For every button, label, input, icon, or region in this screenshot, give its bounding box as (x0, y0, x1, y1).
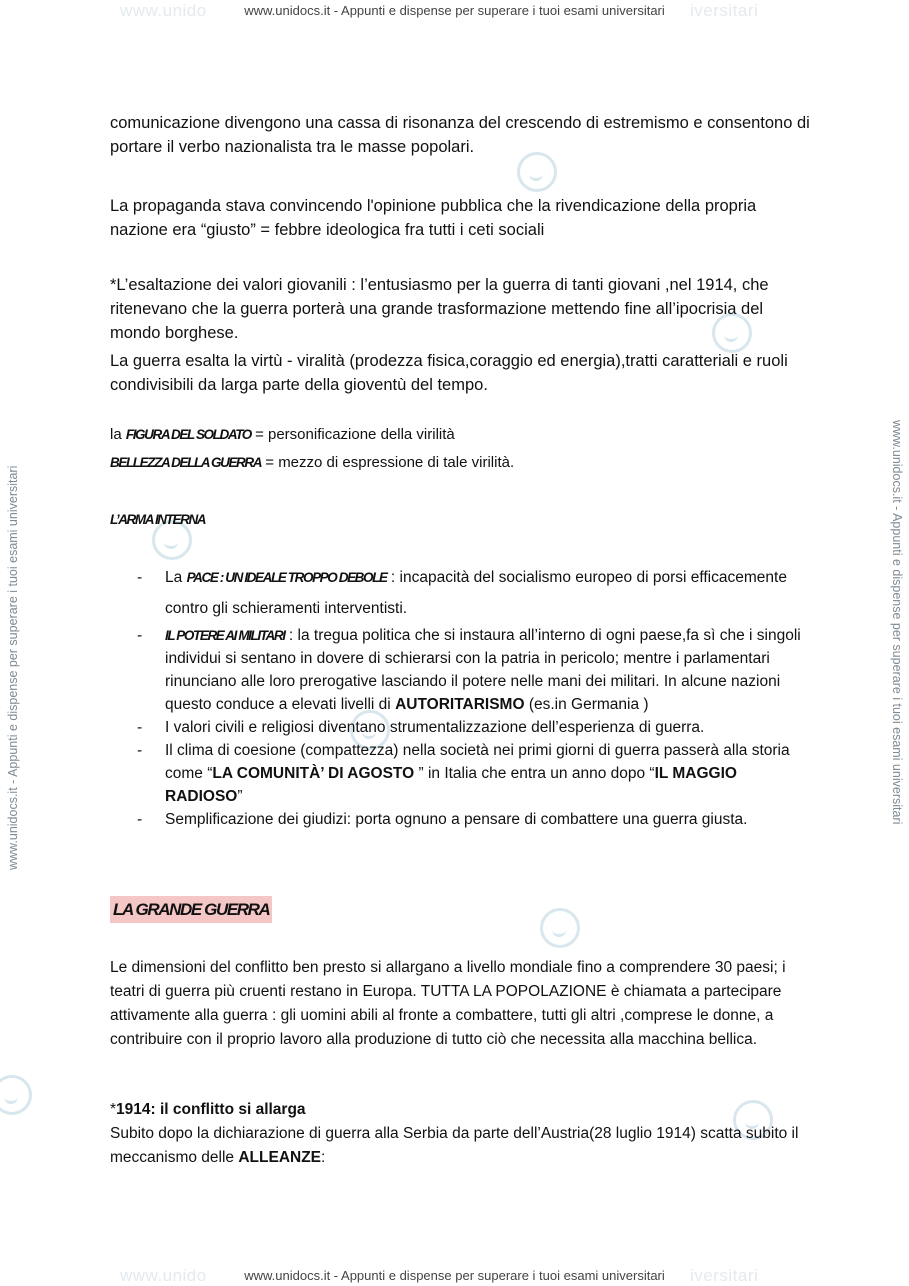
list-item-label: IL POTERE AI MILITARI (165, 628, 285, 643)
figure-soldier-label: FIGURA DEL SOLDATO (125, 427, 251, 442)
figure-soldier-line (110, 423, 810, 447)
beauty-war-line (110, 451, 810, 475)
paragraph-9-end: : (321, 1149, 326, 1166)
watermark-ghost-left-bottom: www.unido (120, 1266, 207, 1285)
list-item-text: Il clima di coesione (compattezza) nella società nei primi giorni di guerra passerà alla storia come “ (165, 742, 790, 782)
grande-guerra-banner: LA GRANDE GUERRA (110, 896, 272, 923)
list-item-text: Semplificazione dei giudizi: porta ognuno a pensare di combattere una guerra giusta. (165, 811, 748, 828)
list-item (137, 624, 817, 716)
list-item-text: ” in Italia che entra un anno dopo “ (414, 765, 655, 782)
figure-soldier-text: = personificazione della virilità (250, 426, 455, 443)
list-item-text-end: (es.in Germania ) (524, 696, 649, 713)
list-item-text: ” (237, 788, 243, 805)
paragraph-9-bold: ALLEANZE (238, 1149, 322, 1166)
paragraph-7: Le dimensioni del conflitto ben presto si allargano a livello mondiale fino a comprendere 30 paesi; i teatri di guerra più cruenti restano in Europa. TUTTA LA POPOLAZIONE è chiamata a partecipare attivamente alla guerra : gli uomini abili al fronte a combattere, tutti gli altri ,comprese le donne, a contribuire con il proprio lavoro alla produzione di tutto ciò che necessita alla macchina bellica. (110, 959, 786, 1048)
list-item-bold: AUTORITARISMO (395, 696, 525, 713)
beauty-war-label: BELLEZZA DELLA GUERRA (110, 455, 262, 470)
list-item-label: PACE : UN IDEALE TROPPO DEBOLE (186, 570, 387, 585)
list-item-text: I valori civili e religiosi diventano strumentalizzazione dell’esperienza di guerra. (165, 719, 705, 736)
watermark-logo-icon (0, 1075, 32, 1115)
watermark-ghost-right: iversitari (690, 1, 759, 20)
paragraph-3: *L’esaltazione dei valori giovanili : l’entusiasmo per la guerra di tanti giovani ,nel 1914, che ritenevano che la guerra porterà una grande trasformazione mettendo fine all’ipocrisia del mondo borghese. (110, 276, 769, 342)
list-item (137, 562, 817, 624)
beauty-war-text: = mezzo di espressione di tale virilità. (261, 454, 515, 471)
list-item-text: : la tregua politica che si instaura all’interno di ogni paese,fa sì che i singoli individui si sentano in dovere di schierarsi con la patria in pericolo; mentre i parlamentari rinunciano alle loro prerogative lasciando il potere nelle mani dei militari. In alcune nazioni questo conduce a elevati livelli di (165, 627, 801, 713)
watermark-footer: www.unidocs.it - Appunti e dispense per superare i tuoi esami universitari (244, 1268, 665, 1283)
watermark-ghost-left: www.unido (120, 1, 207, 20)
watermark-side-right: www.unidocs.it - Appunti e dispense per superare i tuoi esami universitari (890, 420, 904, 825)
line-prefix: la (110, 426, 126, 443)
watermark-ghost-right-bottom: iversitari (690, 1266, 759, 1285)
list-item-prefix: La (165, 569, 187, 586)
list-item-bold: LA COMUNITÀ’ DI AGOSTO (212, 765, 415, 782)
arma-interna-list (137, 562, 817, 831)
watermark-header: www.unidocs.it - Appunti e dispense per superare i tuoi esami universitari (244, 3, 665, 18)
subheading-1914-text: 1914: il conflitto si allarga (116, 1101, 306, 1118)
paragraph-4: La guerra esalta la virtù - viralità (prodezza fisica,coraggio ed energia),tratti caratteriali e ruoli condivisibili da larga parte della gioventù del tempo. (110, 352, 788, 394)
watermark-side-left: www.unidocs.it - Appunti e dispense per superare i tuoi esami universitari (6, 465, 20, 870)
paragraph-1: comunicazione divengono una cassa di risonanza del crescendo di estremismo e consentono di portare il verbo nazionalista tra le masse popolari. (110, 114, 810, 156)
paragraph-2: La propaganda stava convincendo l'opinione pubblica che la rivendicazione della propria nazione era “giusto” = febbre ideologica fra tutti i ceti sociali (110, 197, 757, 239)
list-item-text: : incapacità del socialismo europeo di porsi efficacemente contro gli schieramenti interventisti. (165, 569, 787, 617)
list-item (137, 739, 817, 808)
section-heading-arma-interna: L’ARMA INTERNA (110, 512, 206, 527)
watermark-logo-icon (540, 908, 580, 948)
section-heading-grande-guerra (110, 900, 272, 920)
subheading-1914 (110, 1098, 810, 1122)
list-item (137, 808, 817, 831)
paragraph-9-text: Subito dopo la dichiarazione di guerra alla Serbia da parte dell’Austria(28 luglio 1914) scatta subito il meccanismo delle (110, 1125, 799, 1166)
paragraph-9 (110, 1122, 810, 1170)
list-item (137, 716, 817, 739)
list-item-bold: IL MAGGIO RADIOSO (165, 765, 737, 805)
subheading-star: * (110, 1101, 117, 1118)
